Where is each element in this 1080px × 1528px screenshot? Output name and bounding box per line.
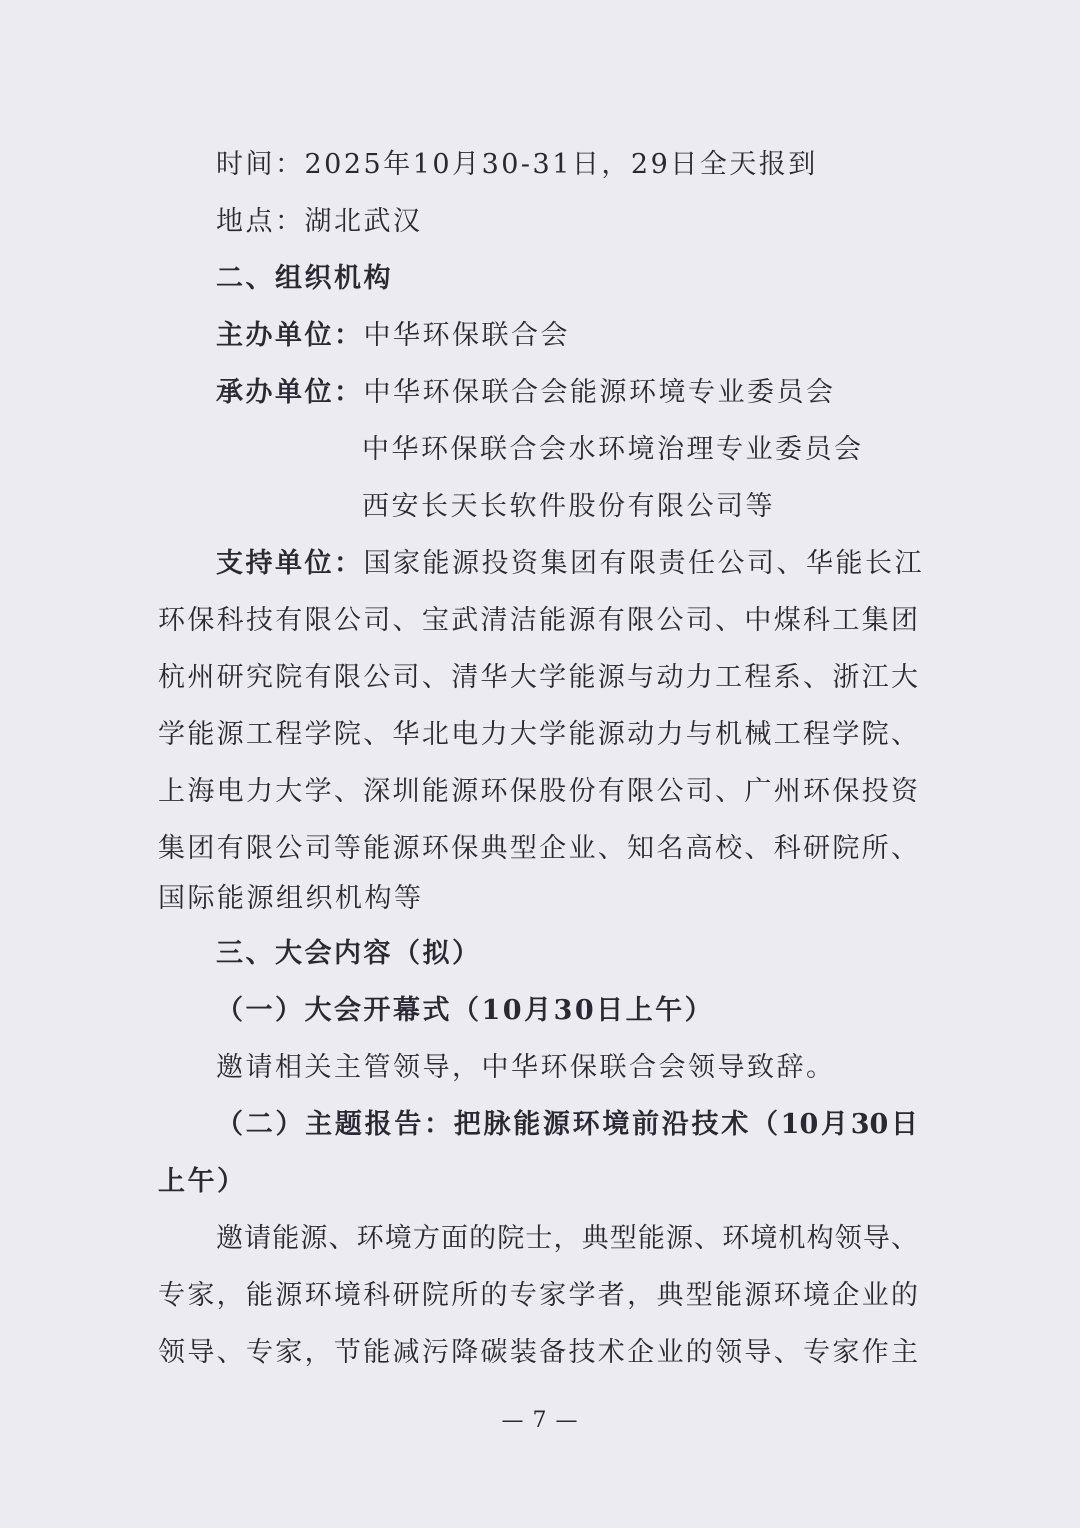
- opening-ceremony-text: 邀请相关主管领导，中华环保联合会领导致辞。: [216, 1052, 836, 1083]
- support-unit-line-7: 国际能源组织机构等: [158, 883, 424, 914]
- organizer-unit-value-1: 中华环保联合会能源环境专业委员会: [363, 377, 836, 408]
- support-unit-line-4: 学能源工程学院、华北电力大学能源动力与机械工程学院、: [158, 719, 918, 750]
- support-unit-line-3: 杭州研究院有限公司、清华大学能源与动力工程系、浙江大: [158, 662, 918, 693]
- support-unit-line-2: 环保科技有限公司、宝武清洁能源有限公司、中煤科工集团: [158, 605, 918, 636]
- support-unit-line-1: 国家能源投资集团有限责任公司、华能长江: [363, 548, 924, 579]
- support-unit-line-5: 上海电力大学、深圳能源环保股份有限公司、广州环保投资: [158, 776, 918, 807]
- section-heading-organization: 二、组织机构: [216, 263, 393, 294]
- meeting-time: 时间：2025年10月30-31日，29日全天报到: [216, 149, 818, 180]
- support-units: [216, 541, 924, 580]
- section-heading-content: 三、大会内容（拟）: [216, 938, 482, 969]
- host-unit-value: 中华环保联合会: [363, 320, 570, 351]
- keynote-paragraph-line-1: 邀请能源、环境方面的院士，典型能源、环境机构领导、: [216, 1223, 918, 1254]
- host-unit: [216, 313, 976, 352]
- opening-ceremony-heading: （一）大会开幕式（10月30日上午）: [216, 995, 715, 1026]
- support-unit-label: 支持单位：: [216, 548, 364, 579]
- keynote-heading-line-2: 上午）: [158, 1166, 247, 1197]
- host-unit-label: 主办单位：: [216, 320, 364, 351]
- organizer-unit: [216, 370, 976, 409]
- keynote-paragraph-line-2: 专家，能源环境科研院所的专家学者，典型能源环境企业的: [158, 1280, 918, 1311]
- organizer-unit-label: 承办单位：: [216, 377, 364, 408]
- keynote-heading-line-1: （二）主题报告：把脉能源环境前沿技术（10月30日: [216, 1109, 918, 1140]
- keynote-paragraph-line-3: 领导、专家，节能减污降碳装备技术企业的领导、专家作主: [158, 1337, 918, 1368]
- meeting-place: 地点：湖北武汉: [216, 206, 423, 237]
- page-number: — 7 —: [501, 1408, 579, 1433]
- organizer-unit-value-3: 西安长天长软件股份有限公司等: [362, 491, 775, 522]
- support-unit-line-6: 集团有限公司等能源环保典型企业、知名高校、科研院所、: [158, 833, 918, 864]
- organizer-unit-value-2: 中华环保联合会水环境治理专业委员会: [362, 434, 864, 465]
